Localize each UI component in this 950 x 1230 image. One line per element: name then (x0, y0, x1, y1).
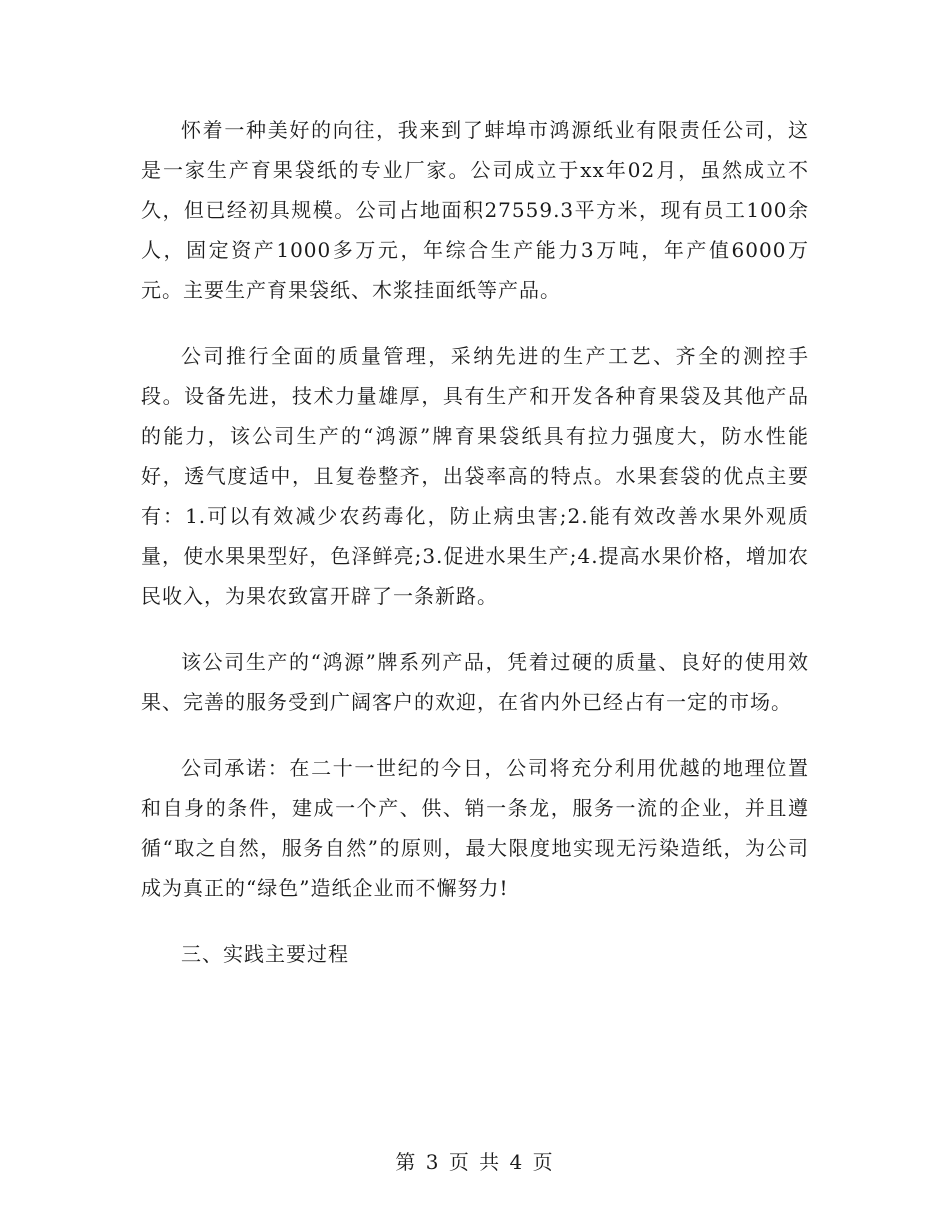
section-heading: 三、实践主要过程 (181, 942, 349, 966)
paragraph-company-intro: 怀着一种美好的向往，我来到了蚌埠市鸿源纸业有限责任公司，这是一家生产育果袋纸的专业厂家。公司成立于xx年02月，虽然成立不久，但已经初具规模。公司占地面积27559.3平方米，现有员工100余人，固定资产1000多万元，年综合生产能力3万吨，年产值6000万元。主要生产育果袋纸、木浆挂面纸等产品。 (141, 118, 809, 302)
paragraph-quality-management: 公司推行全面的质量管理，采纳先进的生产工艺、齐全的测控手段。设备先进，技术力量雄厚，具有生产和开发各种育果袋及其他产品的能力，该公司生产的“鸿源”牌育果袋纸具有拉力强度大，防水性能好，透气度适中，且复卷整齐，出袋率高的特点。水果套袋的优点主要有：1.可以有效减少农药毒化，防止病虫害;2.能有效改善水果外观质量，使水果果型好，色泽鲜亮;3.促进水果生产;4.提高水果价格，增加农民收入，为果农致富开辟了一条新路。 (141, 344, 809, 608)
paragraph-commitment: 公司承诺：在二十一世纪的今日，公司将充分利用优越的地理位置和自身的条件，建成一个产、供、销一条龙，服务一流的企业，并且遵循“取之自然，服务自然”的原则，最大限度地实现无污染造纸，为公司成为真正的“绿色”造纸企业而不懈努力! (141, 756, 809, 900)
document-body (141, 110, 809, 974)
page-footer: 第 3 页 共 4 页 (395, 1150, 555, 1174)
paragraph-market: 该公司生产的“鸿源”牌系列产品，凭着过硬的质量、良好的使用效果、完善的服务受到广阔客户的欢迎，在省内外已经占有一定的市场。 (141, 650, 809, 714)
